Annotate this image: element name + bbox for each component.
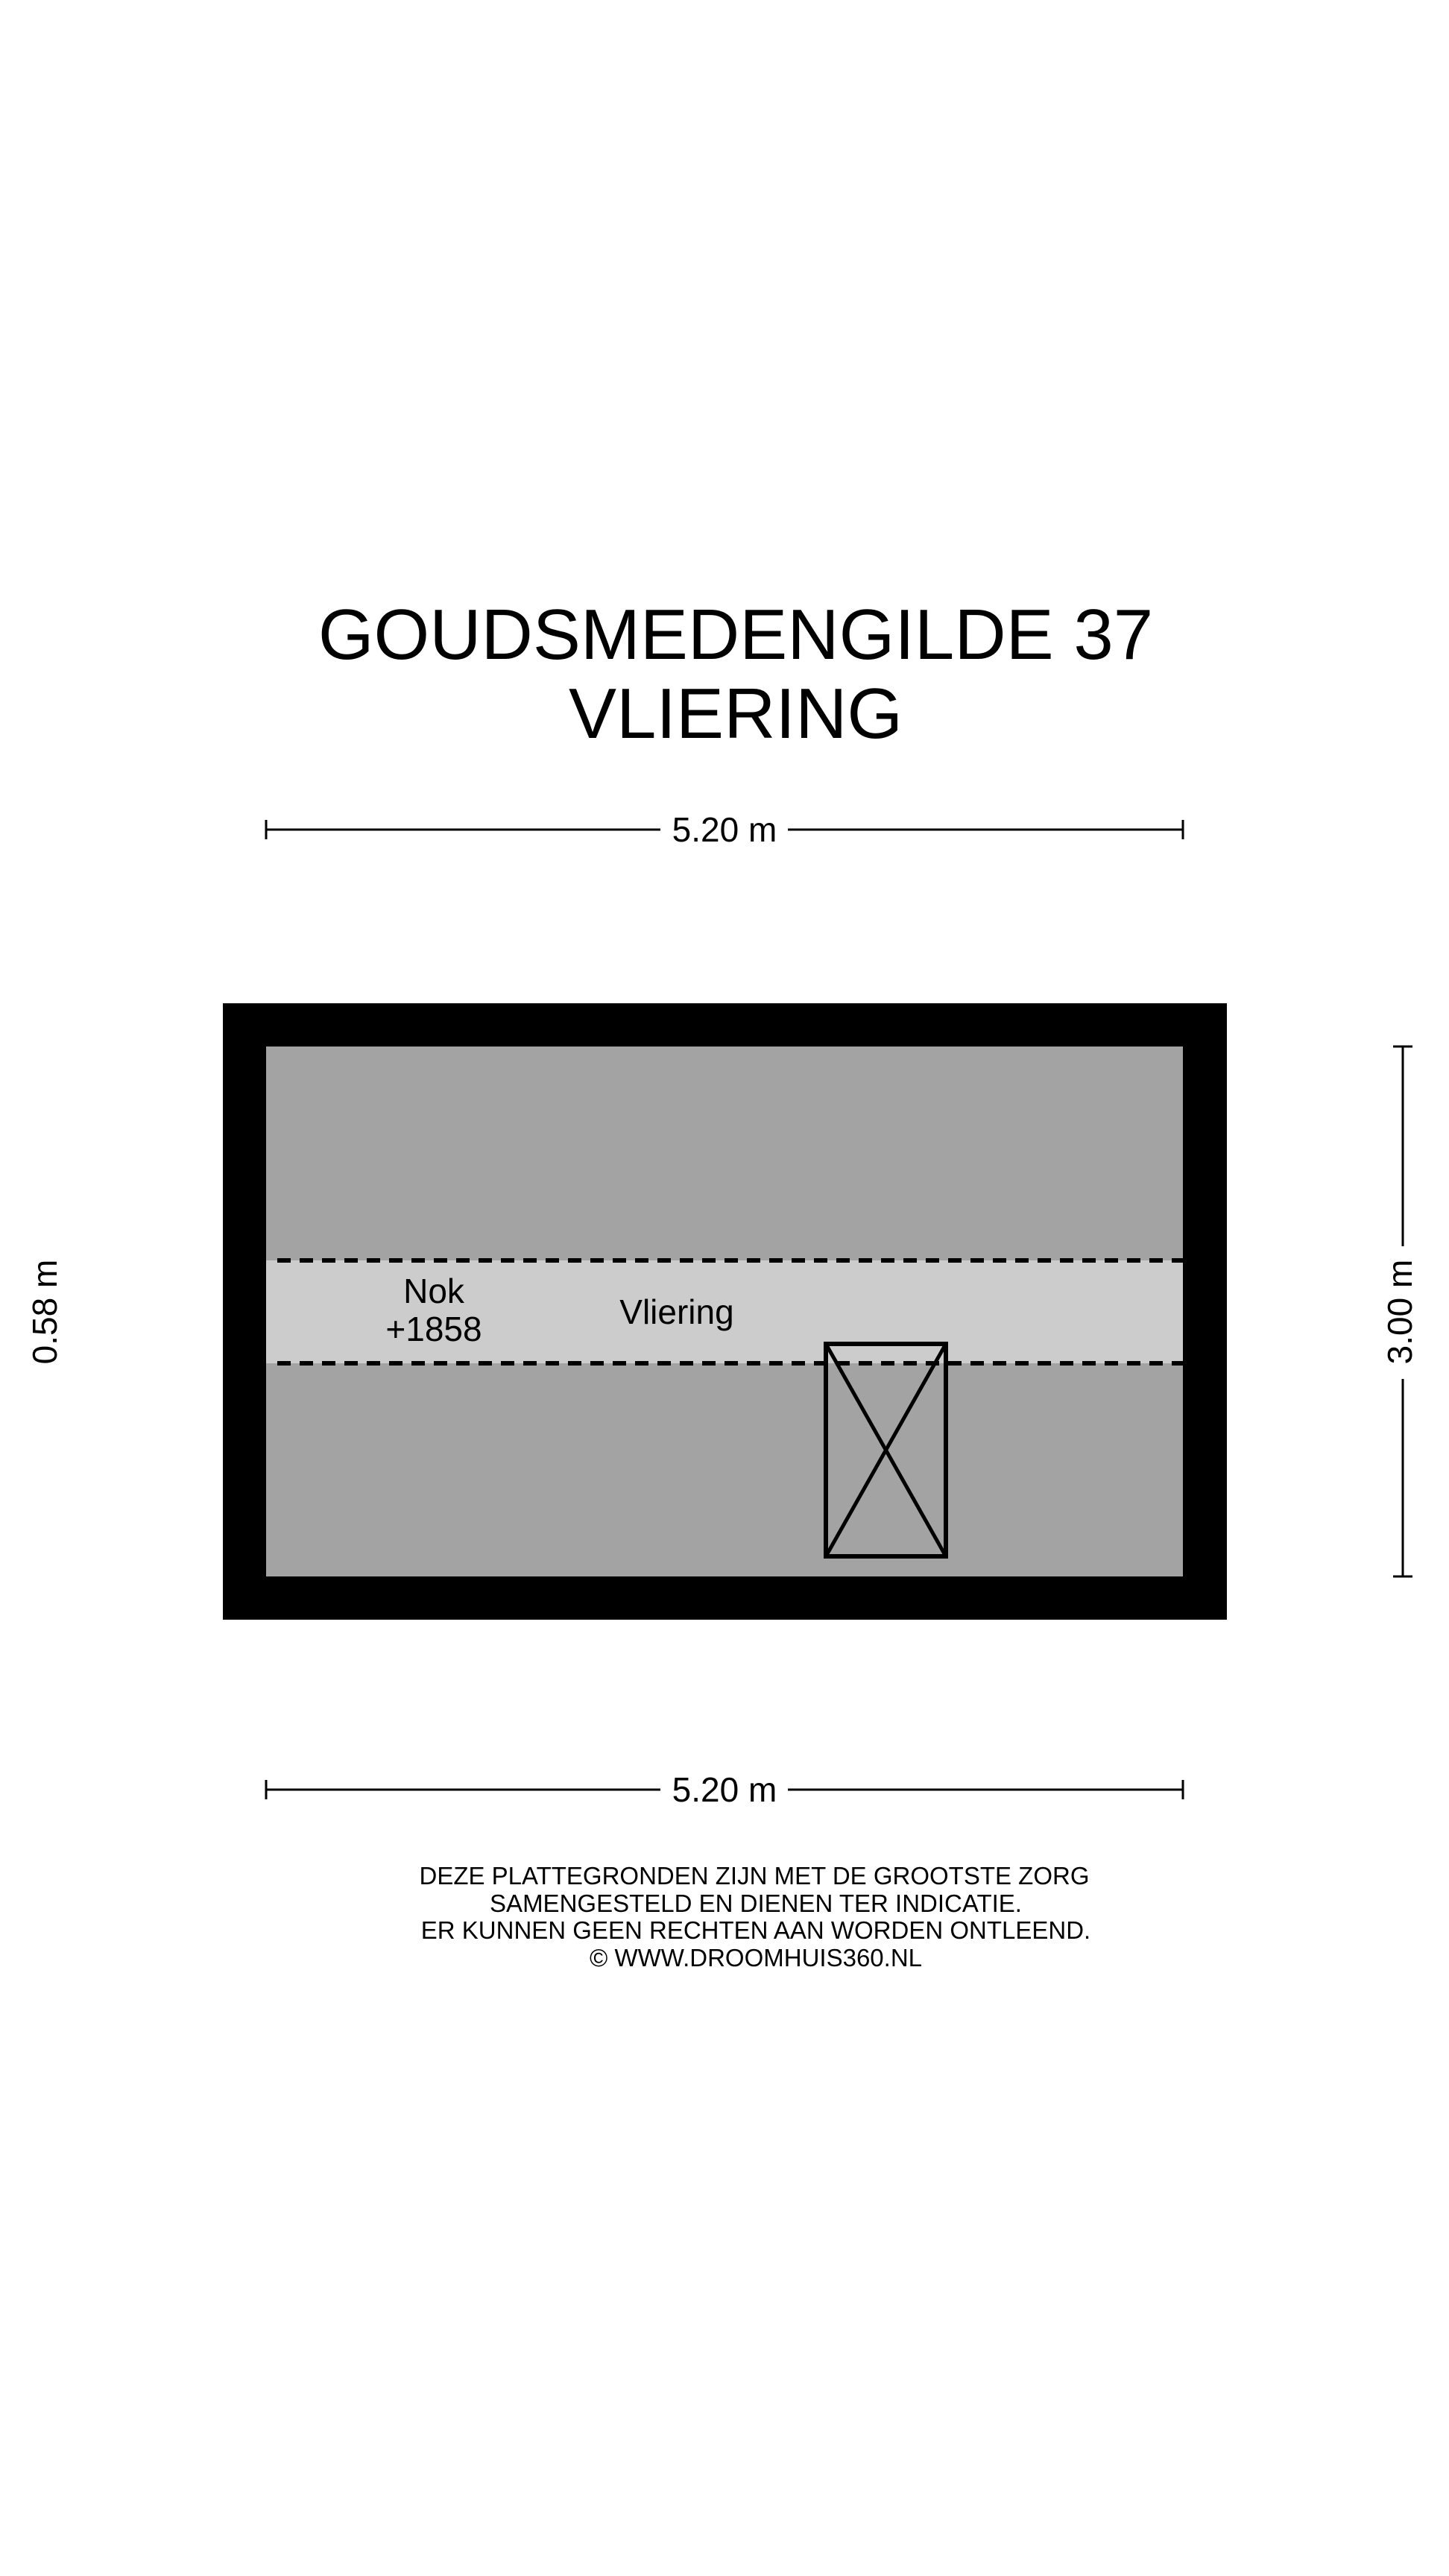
right-height-label: 3.00 m <box>1380 1259 1420 1365</box>
ridge-height-label: +1858 <box>385 1310 482 1348</box>
top-width-label: 5.20 m <box>672 810 777 849</box>
disclaimer-line-1: DEZE PLATTEGRONDEN ZIJN MET DE GROOTSTE ZORG <box>419 1862 1090 1890</box>
left-height-label: 0.58 m <box>25 1259 65 1365</box>
bottom-width-dimension <box>266 1770 1183 1809</box>
plan-title: GOUDSMEDENGILDE 37 <box>318 595 1154 675</box>
disclaimer-line-2: SAMENGESTELD EN DIENEN TER INDICATIE. <box>490 1890 1022 1917</box>
room-name-label: Vliering <box>619 1292 734 1331</box>
disclaimer <box>419 1862 1090 1972</box>
disclaimer-line-4: © WWW.DROOMHUIS360.NL <box>589 1944 923 1972</box>
right-height-dimension <box>1380 1046 1419 1576</box>
ridge-label: Nok <box>403 1272 464 1310</box>
top-width-dimension <box>266 810 1183 849</box>
plan-subtitle: VLIERING <box>568 674 903 754</box>
bottom-width-label: 5.20 m <box>672 1770 777 1809</box>
disclaimer-line-3: ER KUNNEN GEEN RECHTEN AAN WORDEN ONTLEEND. <box>420 1916 1091 1944</box>
